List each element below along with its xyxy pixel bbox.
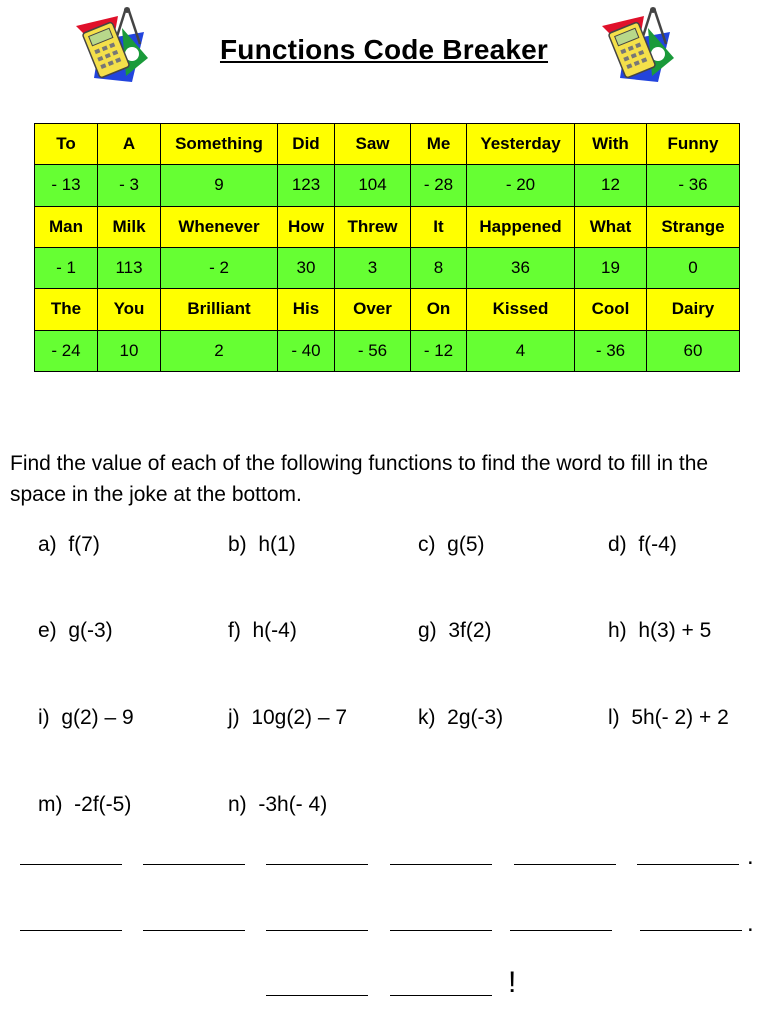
code-value: 3 (335, 247, 411, 288)
code-word: It (411, 206, 467, 247)
answer-blank[interactable] (390, 930, 492, 931)
code-word: To (35, 124, 98, 165)
answer-blank[interactable] (266, 864, 368, 865)
question-item: a) f(7) (38, 533, 100, 556)
answer-blank[interactable] (390, 995, 492, 996)
code-word: Happened (467, 206, 575, 247)
value-row (35, 247, 740, 288)
code-word: Dairy (647, 289, 740, 330)
instructions: Find the value of each of the following functions to find the word to fill in the space in the joke at the bottom. (10, 452, 709, 506)
code-word: Cool (575, 289, 647, 330)
answer-blank[interactable] (640, 930, 742, 931)
question-item: i) g(2) – 9 (38, 706, 134, 729)
answer-blank[interactable] (143, 930, 245, 931)
code-value: - 12 (411, 330, 467, 371)
code-word: Kissed (467, 289, 575, 330)
code-value: - 13 (35, 165, 98, 206)
code-word: Threw (335, 206, 411, 247)
answer-blank[interactable] (20, 864, 122, 865)
code-value: - 56 (335, 330, 411, 371)
code-word: The (35, 289, 98, 330)
code-value: 60 (647, 330, 740, 371)
question-item: d) f(-4) (608, 533, 677, 556)
code-word: You (98, 289, 161, 330)
code-word: Me (411, 124, 467, 165)
value-row (35, 330, 740, 371)
joke-punctuation: ! (508, 966, 517, 999)
question-item: l) 5h(- 2) + 2 (608, 706, 729, 729)
page-title: Functions Code Breaker (219, 34, 549, 65)
code-word: Man (35, 206, 98, 247)
code-word: Whenever (161, 206, 278, 247)
code-value: 8 (411, 247, 467, 288)
code-table (34, 123, 740, 372)
code-value: 19 (575, 247, 647, 288)
question-item: m) -2f(-5) (38, 793, 132, 816)
answer-blank[interactable] (637, 864, 739, 865)
code-word: Yesterday (467, 124, 575, 165)
answer-blank[interactable] (266, 995, 368, 996)
question-item: c) g(5) (418, 533, 485, 556)
question-item: n) -3h(- 4) (228, 793, 328, 816)
code-value: 104 (335, 165, 411, 206)
code-value: 123 (278, 165, 335, 206)
word-row (35, 124, 740, 165)
answer-blank[interactable] (514, 864, 616, 865)
code-word: Saw (335, 124, 411, 165)
joke-punctuation: . (747, 910, 754, 937)
answer-blank[interactable] (390, 864, 492, 865)
code-word: His (278, 289, 335, 330)
code-value: - 40 (278, 330, 335, 371)
code-value: 12 (575, 165, 647, 206)
answer-blank[interactable] (143, 864, 245, 865)
question-item: b) h(1) (228, 533, 296, 556)
code-value: 30 (278, 247, 335, 288)
code-value: 36 (467, 247, 575, 288)
code-word: How (278, 206, 335, 247)
code-word: Brilliant (161, 289, 278, 330)
value-row (35, 165, 740, 206)
code-word: A (98, 124, 161, 165)
answer-blank[interactable] (510, 930, 612, 931)
code-value: - 36 (575, 330, 647, 371)
answer-blank[interactable] (266, 930, 368, 931)
code-value: - 1 (35, 247, 98, 288)
question-item: e) g(-3) (38, 619, 113, 642)
question-item: k) 2g(-3) (418, 706, 504, 729)
answer-blank[interactable] (20, 930, 122, 931)
code-word: On (411, 289, 467, 330)
question-item: j) 10g(2) – 7 (228, 706, 348, 729)
code-value: 0 (647, 247, 740, 288)
code-value: - 20 (467, 165, 575, 206)
code-value: 113 (98, 247, 161, 288)
code-word: Over (335, 289, 411, 330)
code-word: Something (161, 124, 278, 165)
question-item: g) 3f(2) (418, 619, 492, 642)
code-word: Did (278, 124, 335, 165)
code-word: Strange (647, 206, 740, 247)
code-value: - 28 (411, 165, 467, 206)
code-value: 9 (161, 165, 278, 206)
word-row (35, 206, 740, 247)
code-word: What (575, 206, 647, 247)
code-value: - 36 (647, 165, 740, 206)
code-word: Funny (647, 124, 740, 165)
word-row (35, 289, 740, 330)
joke-punctuation: . (747, 843, 754, 870)
code-value: - 2 (161, 247, 278, 288)
code-value: - 24 (35, 330, 98, 371)
question-item: f) h(-4) (228, 619, 297, 642)
code-value: - 3 (98, 165, 161, 206)
code-value: 2 (161, 330, 278, 371)
code-value: 10 (98, 330, 161, 371)
code-word: With (575, 124, 647, 165)
code-value: 4 (467, 330, 575, 371)
code-word: Milk (98, 206, 161, 247)
question-item: h) h(3) + 5 (608, 619, 712, 642)
